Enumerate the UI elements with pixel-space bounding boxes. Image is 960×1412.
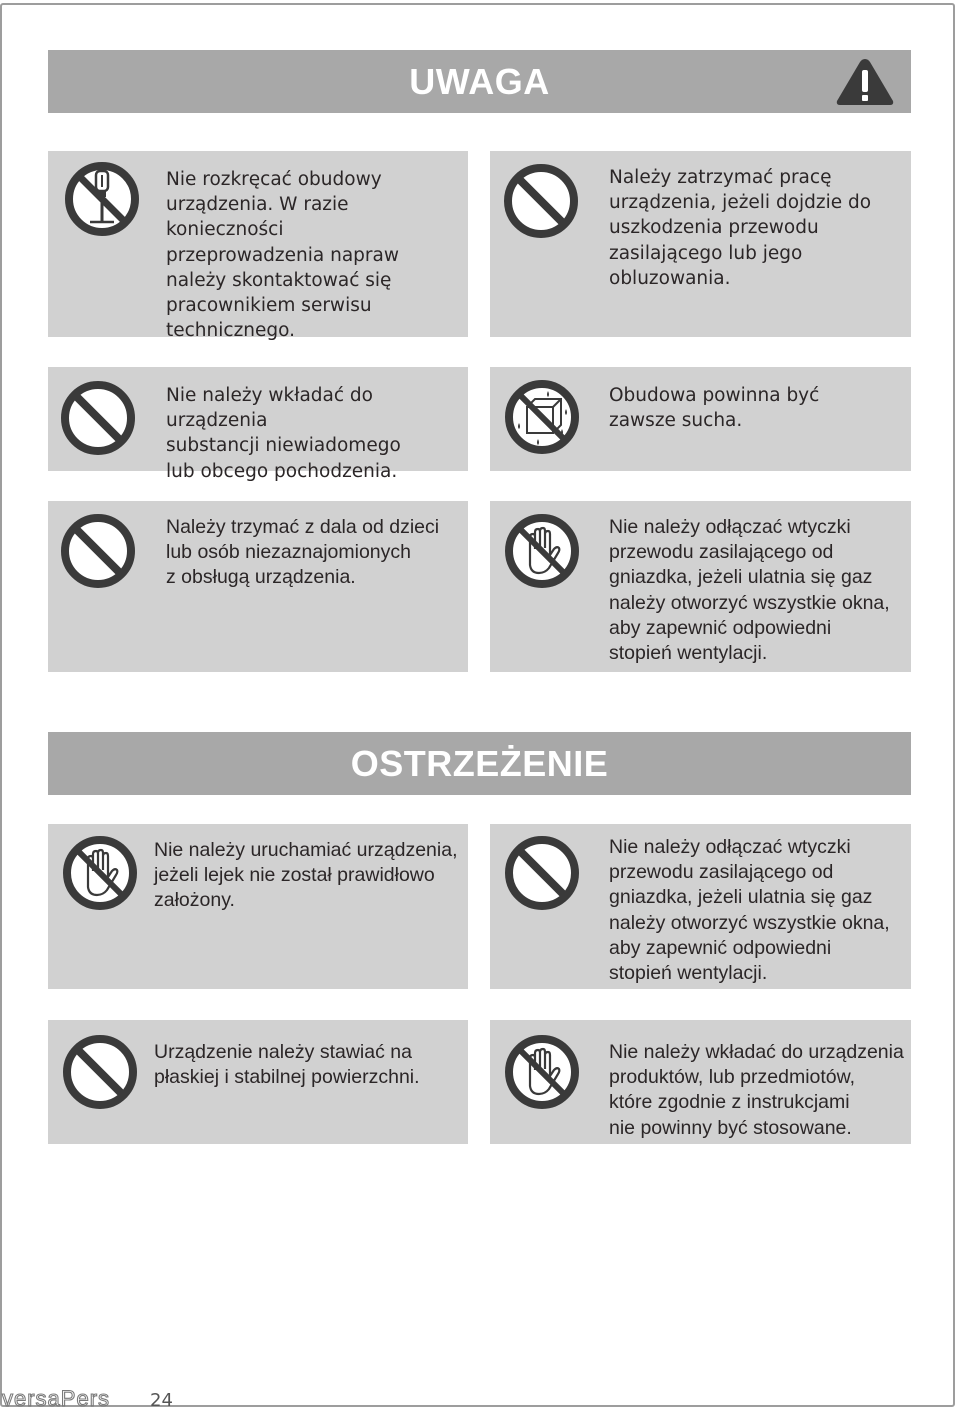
uwaga-item-1 [48, 151, 468, 342]
no-touch-hand-icon [504, 1034, 580, 1110]
prohibited-icon [60, 380, 136, 456]
ostrzezenie-item-4 [490, 1020, 911, 1144]
uwaga-banner [48, 50, 911, 113]
ostrzezenie-item-2 [490, 824, 911, 989]
uwaga-item-2-text: Należy zatrzymać pracę urządzenia, jeżeli dojdzie do uszkodzenia przewodu zasilającego lub jego obluzowania. [609, 167, 872, 289]
no-water-icon [504, 379, 580, 455]
brand-logo [0, 1388, 145, 1410]
ostrzezenie-item-1-text: Nie należy uruchamiać urządzenia, jeżeli lejek nie został prawidłowo założony. [154, 839, 458, 912]
no-touch-hand-icon [62, 835, 138, 911]
ostrzezenie-item-2-text: Nie należy odłączać wtyczki przewodu zasilającego od gniazdka, jeżeli ulatnia się gaz należy otworzyć wszystkie okna, aby zapewnić odpowiedni stopień wentylacji. [609, 836, 890, 985]
uwaga-item-6-text: Nie należy odłączać wtyczki przewodu zasilającego od gniazdka, jeżeli ulatnia się gaz należy otworzyć wszystkie okna, aby zapewnić odpowiedni stopień wentylacji. [609, 516, 890, 665]
uwaga-item-5-text: Należy trzymać z dala od dzieci lub osób niezaznajomionych z obsługą urządzenia. [166, 516, 440, 589]
prohibited-icon [60, 513, 136, 589]
uwaga-item-5 [48, 501, 468, 672]
uwaga-item-3-text: Nie należy wkładać do urządzenia substancji niewiadomego lub obcego pochodzenia. [166, 385, 401, 482]
prohibited-icon [504, 835, 580, 911]
warning-triangle-icon [834, 56, 896, 108]
uwaga-item-3 [48, 367, 468, 482]
ostrzezenie-item-3 [48, 1020, 468, 1144]
page-number: 24 [150, 1390, 173, 1411]
ostrzezenie-item-1 [48, 824, 468, 989]
uwaga-item-4-text: Obudowa powinna być zawsze sucha. [609, 385, 820, 432]
uwaga-item-6 [490, 501, 911, 672]
ostrzezenie-item-3-text: Urządzenie należy stawiać na płaskiej i stabilnej powierzchni. [154, 1041, 420, 1089]
ostrzezenie-title: OSTRZEŻENIE [350, 742, 609, 784]
ostrzezenie-item-4-text: Nie należy wkładać do urządzenia produktów, lub przedmiotów, które zgodnie z instrukcjami nie powinny być stosowane. [609, 1041, 904, 1139]
prohibited-icon [62, 1034, 138, 1110]
uwaga-item-2 [490, 151, 911, 337]
ostrzezenie-banner [48, 732, 911, 795]
prohibited-icon [503, 163, 579, 239]
uwaga-item-1-text: Nie rozkręcać obudowy urządzenia. W razie konieczności przeprowadzenia napraw należy skontaktować się pracownikiem serwisu technicznego. [166, 169, 399, 342]
brand-logo-text: versaPers [2, 1388, 111, 1410]
uwaga-item-4 [490, 367, 911, 471]
uwaga-title: UWAGA [409, 60, 550, 102]
no-screwdriver-icon [64, 161, 140, 237]
no-touch-hand-icon [504, 513, 580, 589]
